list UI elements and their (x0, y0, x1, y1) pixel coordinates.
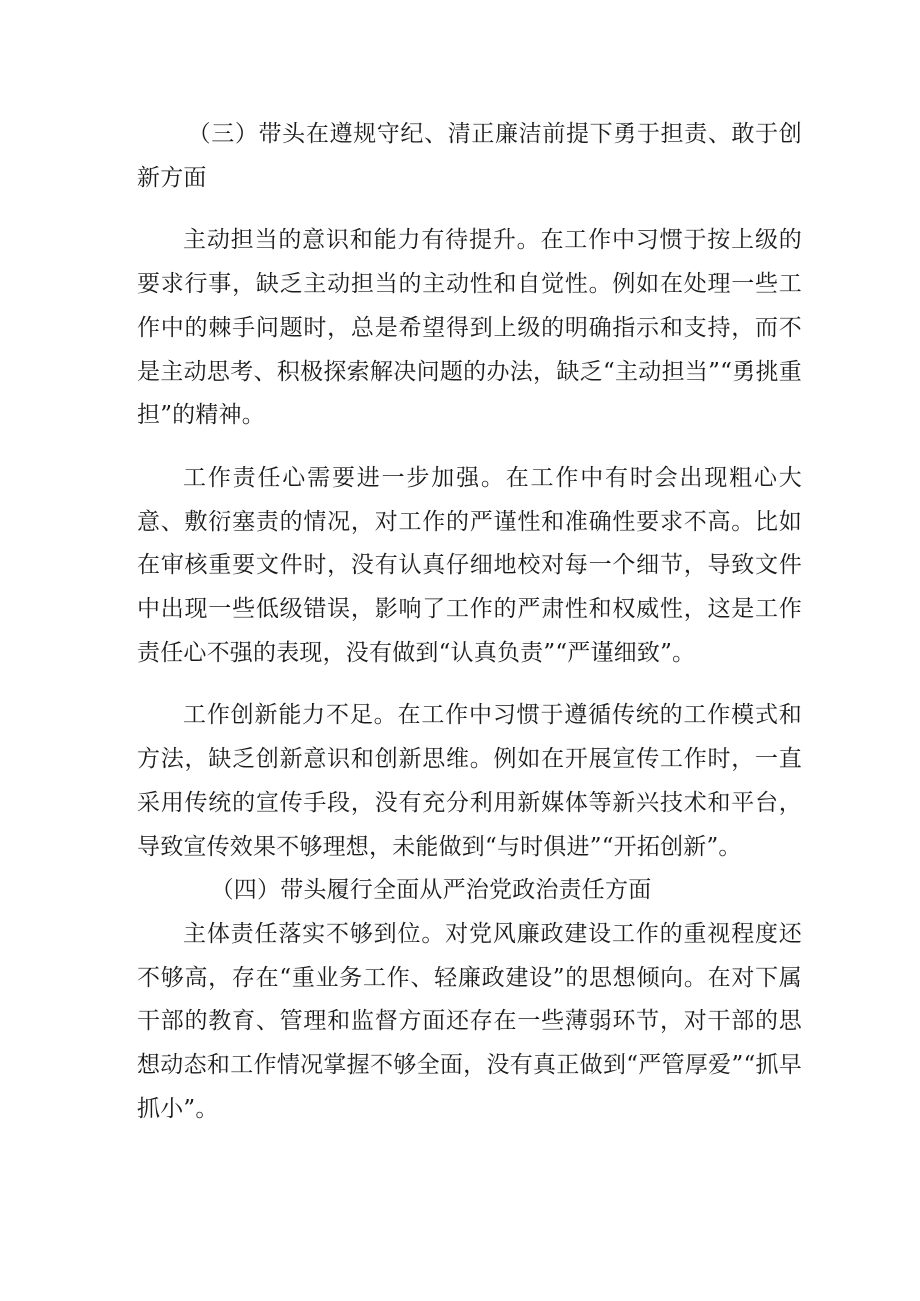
paragraph-main-responsibility: 主体责任落实不够到位。对党风廉政建设工作的重视程度还不够高，存在“重业务工作、轻廉政建设”的思想倾向。在对下属干部的教育、管理和监督方面还存在一些薄弱环节，对干部的思想动态和工作情况掌握不够全面，没有真正做到“严管厚爱”“抓早抓小”。 (137, 920, 802, 1122)
section-heading-four: （四）带头履行全面从严治党政治责任方面 (210, 877, 652, 904)
paragraph-initiative: 主动担当的意识和能力有待提升。在工作中习惯于按上级的要求行事，缺乏主动担当的主动性和自觉性。例如在处理一些工作中的棘手问题时，总是希望得到上级的明确指示和支持，而不是主动思考、积极探索解决问题的办法，缺乏“主动担当”“勇挑重担”的精神。 (137, 227, 802, 429)
document-body (137, 113, 802, 1131)
section-heading-three: （三）带头在遵规守纪、清正廉洁前提下勇于担责、敢于创新方面 (137, 121, 802, 191)
paragraph-responsibility: 工作责任心需要进一步加强。在工作中有时会出现粗心大意、敷衍塞责的情况，对工作的严谨性和准确性要求不高。比如在审核重要文件时，没有认真仔细地校对每一个细节，导致文件中出现一些低级错误，影响了工作的严肃性和权威性，这是工作责任心不强的表现，没有做到“认真负责”“严谨细致”。 (137, 464, 802, 666)
paragraph-innovation: 工作创新能力不足。在工作中习惯于遵循传统的工作模式和方法，缺乏创新意识和创新思维。例如在开展宣传工作时，一直采用传统的宣传手段，没有充分利用新媒体等新兴技术和平台，导致宣传效果不够理想，未能做到“与时俱进”“开拓创新”。 (137, 702, 802, 860)
